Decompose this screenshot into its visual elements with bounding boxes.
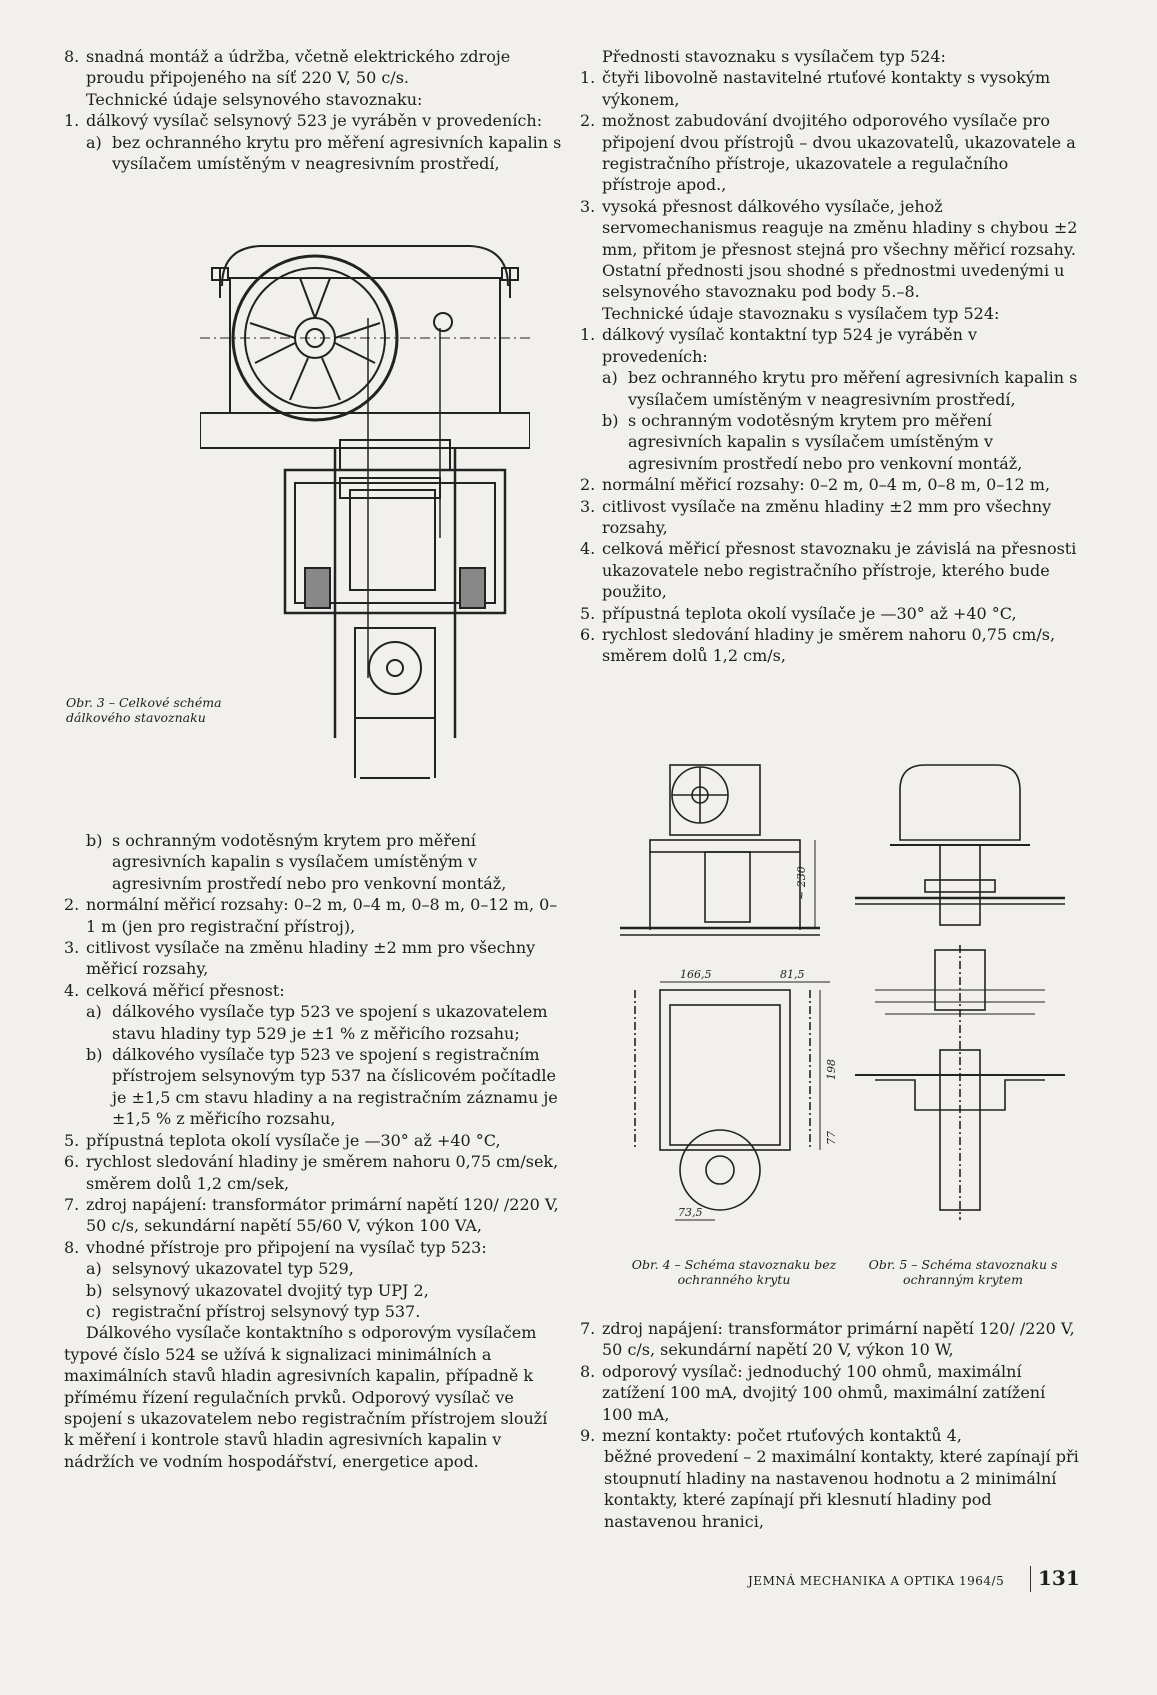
item-text: čtyři libovolně nastavitelné rtuťové kontakty s vysokým výkonem, bbox=[602, 68, 1051, 109]
dim-198: 198 bbox=[825, 1059, 838, 1080]
item-number: c) bbox=[86, 1301, 102, 1321]
text-item bbox=[580, 624, 1080, 667]
text-item bbox=[64, 1151, 562, 1194]
text-item bbox=[580, 196, 1080, 260]
item-text: selsynový ukazovatel typ 529, bbox=[112, 1259, 354, 1279]
dim-73-5: 73,5 bbox=[678, 1206, 703, 1219]
text-item bbox=[580, 1361, 1080, 1425]
item-number: a) bbox=[86, 1259, 102, 1279]
text-item bbox=[64, 1130, 562, 1151]
item-text: odporový vysílač: jednoduchý 100 ohmů, maximální zatížení 100 mA, dvojitý 100 ohmů, maximální zatížení 100 mA, bbox=[602, 1361, 1046, 1424]
item-text: Dálkového vysílače kontaktního s odporovým vysílačem typové číslo 524 se užívá k signalizaci minimálních a maximálních stavů hladin agresivních kapalin, případně k přímému řízení regulačních prvků. Odporový vysílač ve spojení s ukazovatelem nebo registračním přístrojem slouží k měření i kontrole stavů hladin agresivních kapalin v nádržích ve vodním hospodářství, energetice apod. bbox=[64, 1323, 548, 1471]
item-number: 7. bbox=[580, 1319, 596, 1338]
item-text: přípustná teplota okolí vysílače je —30° až +40 °C, bbox=[86, 1130, 501, 1150]
figure-5-gauge-with-cover bbox=[855, 750, 1075, 1250]
item-text: citlivost vysílače na změnu hladiny ±2 mm pro všechny rozsahy, bbox=[602, 496, 1052, 537]
item-number: b) bbox=[602, 410, 619, 430]
text-item bbox=[580, 67, 1080, 110]
item-number: 3. bbox=[580, 196, 596, 216]
item-text: snadná montáž a údržba, včetně elektrického zdroje proudu připojeného na síť 220 V, 50 c/s. bbox=[86, 47, 511, 88]
item-text: celková měřicí přesnost stavoznaku je závislá na přesnosti ukazovatele nebo registračního přístroje, kterého bude použito, bbox=[602, 539, 1077, 602]
item-text: normální měřicí rozsahy: 0–2 m, 0–4 m, 0–8 m, 0–12 m, 0–1 m (jen pro registrační přístroj), bbox=[86, 895, 558, 936]
item-number: 8. bbox=[64, 1237, 80, 1257]
item-text: zdroj napájení: transformátor primární napětí 120/ /220 V, 50 c/s, sekundární napětí 20 V, výkon 10 W, bbox=[602, 1319, 1075, 1360]
item-number: 4. bbox=[580, 539, 596, 559]
item-text: vhodné přístroje pro připojení na vysílač typ 523: bbox=[86, 1237, 487, 1257]
item-text: rychlost sledování hladiny je směrem nahoru 0,75 cm/sek, směrem dolů 1,2 cm/sek, bbox=[86, 1152, 559, 1193]
item-text: celková měřicí přesnost: bbox=[86, 980, 285, 1000]
page-number: 131 bbox=[1038, 1566, 1080, 1590]
item-number: 2. bbox=[580, 475, 596, 495]
text-item bbox=[580, 410, 1080, 474]
item-number: 3. bbox=[64, 938, 80, 958]
text-item bbox=[64, 110, 562, 131]
item-text: Technické údaje stavoznaku s vysílačem typ 524: bbox=[602, 303, 1000, 323]
text-item bbox=[64, 1237, 562, 1258]
item-text: vysoká přesnost dálkového vysílače, jehož servomechanismus reaguje na změnu hladiny s chybou ±2 mm, přitom je přesnost stejná pro všechny měřicí rozsahy. bbox=[602, 196, 1078, 259]
text-item bbox=[64, 1044, 562, 1130]
item-number: a) bbox=[86, 1002, 102, 1022]
item-text: registrační přístroj selsynový typ 537. bbox=[112, 1301, 421, 1321]
text-item bbox=[580, 496, 1080, 539]
text-item bbox=[64, 46, 562, 89]
text-item bbox=[64, 1258, 562, 1279]
text-item bbox=[580, 603, 1080, 624]
item-number: 6. bbox=[580, 624, 596, 644]
item-text: přípustná teplota okolí vysílače je —30° až +40 °C, bbox=[602, 603, 1017, 623]
footer-divider bbox=[1030, 1566, 1031, 1592]
item-number: 3. bbox=[580, 496, 596, 516]
text-item bbox=[64, 132, 562, 175]
item-text: mezní kontakty: počet rtuťových kontaktů 4, bbox=[602, 1426, 962, 1446]
text-item bbox=[64, 894, 562, 937]
item-number: 5. bbox=[580, 603, 596, 623]
text-item bbox=[580, 474, 1080, 495]
dim-81-5: 81,5 bbox=[780, 968, 805, 981]
figure-3-caption: Obr. 3 – Celkové schéma dálkového stavoznaku bbox=[66, 695, 222, 725]
journal-footer: JEMNÁ MECHANIKA A OPTIKA 1964/5 bbox=[748, 1574, 1005, 1588]
text-item bbox=[64, 980, 562, 1001]
item-number: 7. bbox=[64, 1194, 80, 1214]
item-text: s ochranným vodotěsným krytem pro měření agresivních kapalin s vysílačem umístěným v agresivním prostředí nebo pro venkovní montáž, bbox=[628, 410, 1023, 473]
item-text: normální měřicí rozsahy: 0–2 m, 0–4 m, 0–8 m, 0–12 m, bbox=[602, 475, 1051, 495]
left-column-bottom bbox=[64, 830, 562, 1472]
text-item bbox=[580, 538, 1080, 602]
item-text: s ochranným vodotěsným krytem pro měření agresivních kapalin s vysílačem umístěným v agresivním prostředí nebo pro venkovní montáž, bbox=[112, 831, 507, 893]
text-item bbox=[580, 324, 1080, 367]
figure-5-caption: Obr. 5 – Schéma stavoznaku s ochranným krytem bbox=[868, 1257, 1058, 1287]
item-number: 9. bbox=[580, 1426, 596, 1446]
item-text: dálkový vysílač kontaktní typ 524 je vyráběn v provedeních: bbox=[602, 325, 978, 366]
item-text: bez ochranného krytu pro měření agresivních kapalin s vysílačem umístěným v neagresivním prostředí, bbox=[112, 132, 562, 174]
dim-77: 77 bbox=[825, 1131, 838, 1145]
right-column-top bbox=[580, 46, 1080, 667]
figure-4-caption: Obr. 4 – Schéma stavoznaku bez ochranného krytu bbox=[631, 1257, 837, 1287]
text-item bbox=[580, 367, 1080, 410]
item-text: Technické údaje selsynového stavoznaku: bbox=[86, 89, 423, 109]
right-column-bottom bbox=[580, 1318, 1080, 1532]
dim-166-5: 166,5 bbox=[680, 968, 712, 981]
item-text: bez ochranného krytu pro měření agresivních kapalin s vysílačem umístěným v neagresivním prostředí, bbox=[628, 368, 1078, 409]
item-number: b) bbox=[86, 1045, 103, 1065]
item-number: 8. bbox=[64, 47, 80, 66]
text-item bbox=[580, 110, 1080, 196]
item-number: 6. bbox=[64, 1152, 80, 1172]
item-number: b) bbox=[86, 831, 103, 850]
item-text: citlivost vysílače na změnu hladiny ±2 mm pro všechny měřicí rozsahy, bbox=[86, 938, 536, 979]
text-item bbox=[580, 1425, 1080, 1446]
text-item bbox=[64, 89, 562, 110]
item-number: a) bbox=[602, 368, 618, 388]
text-item bbox=[580, 260, 1080, 303]
figure-4-gauge-without-cover bbox=[620, 750, 870, 1270]
figure-3-level-gauge-schematic bbox=[200, 238, 530, 788]
text-item bbox=[64, 1322, 562, 1472]
item-text: rychlost sledování hladiny je směrem nahoru 0,75 cm/s, směrem dolů 1,2 cm/s, bbox=[602, 624, 1056, 666]
item-text: dálkového vysílače typ 523 ve spojení s ukazovatelem stavu hladiny typ 529 je ±1 % z měřicího rozsahu; bbox=[112, 1002, 548, 1043]
text-item bbox=[580, 303, 1080, 324]
item-text: Přednosti stavoznaku s vysílačem typ 524: bbox=[602, 47, 946, 66]
text-item bbox=[64, 830, 562, 894]
item-text: dálkový vysílač selsynový 523 je vyráběn v provedeních: bbox=[86, 111, 543, 131]
item-text: Ostatní přednosti jsou shodné s přednostmi uvedenými u selsynového stavoznaku pod body 5.–8. bbox=[602, 261, 1065, 302]
item-number: 8. bbox=[580, 1361, 596, 1381]
item-number: 5. bbox=[64, 1130, 80, 1150]
item-number: 1. bbox=[64, 111, 80, 131]
text-item bbox=[580, 1318, 1080, 1361]
item-text: zdroj napájení: transformátor primární napětí 120/ /220 V, 50 c/s, sekundární napětí 55/60 V, výkon 100 VA, bbox=[86, 1194, 559, 1236]
text-item bbox=[580, 1446, 1080, 1532]
item-number: 1. bbox=[580, 325, 596, 345]
text-item bbox=[64, 1001, 562, 1044]
item-number: 2. bbox=[64, 895, 80, 915]
item-number: 1. bbox=[580, 68, 596, 88]
text-item bbox=[64, 1280, 562, 1301]
item-number: 4. bbox=[64, 980, 80, 1000]
text-item bbox=[64, 1194, 562, 1237]
text-item bbox=[64, 937, 562, 980]
item-number: a) bbox=[86, 132, 102, 152]
item-text: dálkového vysílače typ 523 ve spojení s registračním přístrojem selsynovým typ 537 na číslicovém počítadle je ±1,5 cm stavu hladiny a na registračním záznamu je ±1,5 % z měřicího rozsahu, bbox=[112, 1045, 558, 1129]
text-item bbox=[64, 1301, 562, 1322]
item-text: selsynový ukazovatel dvojitý typ UPJ 2, bbox=[112, 1280, 429, 1300]
item-text: běžné provedení – 2 maximální kontakty, které zapínají při stoupnutí hladiny na nastavenou hodnotu a 2 minimální kontakty, které zapínají při klesnutí hladiny pod nastavenou hranici, bbox=[604, 1447, 1079, 1531]
text-item bbox=[580, 46, 1080, 67]
item-number: 2. bbox=[580, 111, 596, 131]
left-column-top bbox=[64, 46, 562, 174]
dim-230: ~ 230 bbox=[795, 866, 808, 900]
item-text: možnost zabudování dvojitého odporového vysílače pro připojení dvou přístrojů – dvou ukazovatelů, ukazovatele a registračního přístroje, ukazovatele a regulačního přístroje apod., bbox=[602, 111, 1076, 195]
item-number: b) bbox=[86, 1280, 103, 1300]
